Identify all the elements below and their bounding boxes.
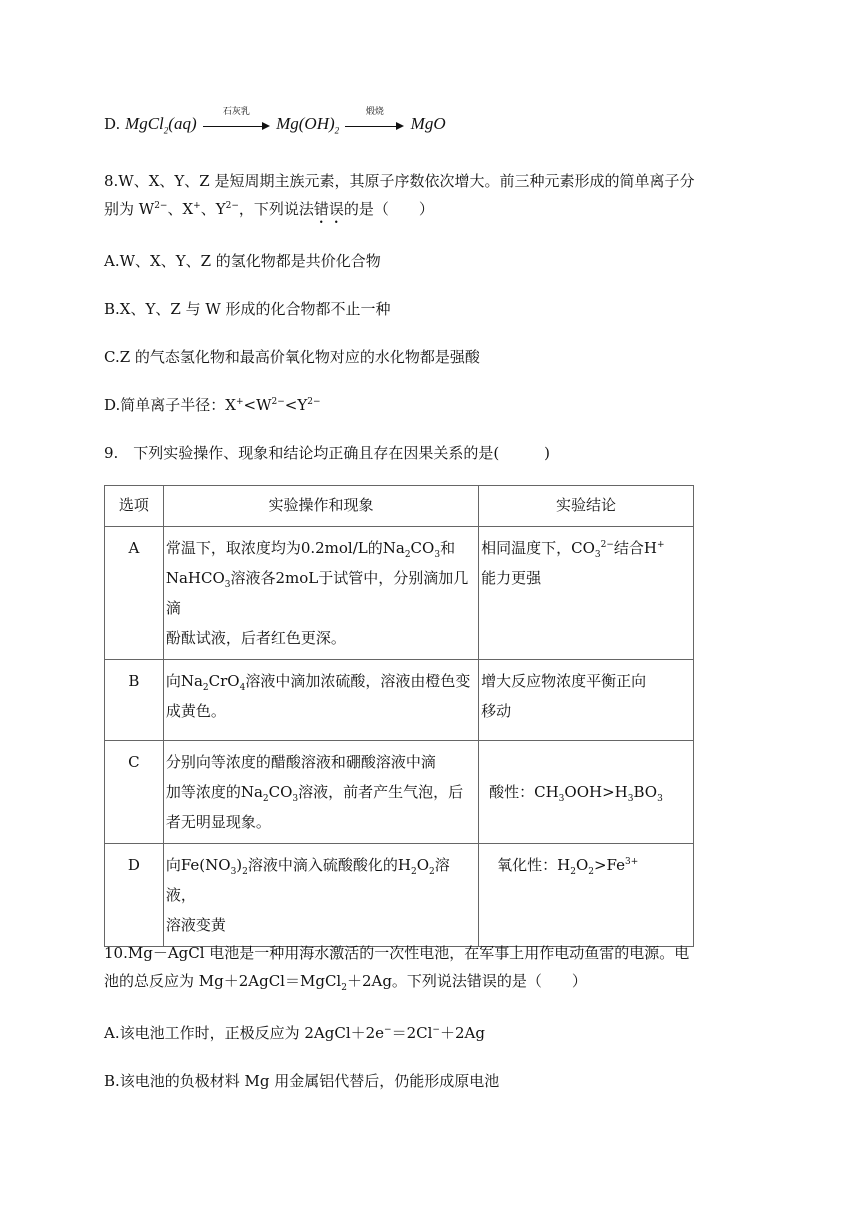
reaction-arrow-1 bbox=[203, 107, 270, 136]
row-option: B bbox=[105, 660, 164, 741]
option-label: D. bbox=[104, 115, 121, 133]
row-option: C bbox=[105, 741, 164, 844]
q10-stem-line-2: 池的总反应为 Mg＋2AgCl＝MgCl$_2$＋2Ag。下列说法错误的是（ ） bbox=[104, 972, 587, 993]
header-operation: 实验操作和现象 bbox=[163, 486, 478, 527]
q8-stem-line-1: 8.W、X、Y、Z 是短周期主族元素，其原子序数依次增大。前三种元素形成的简单离子分 bbox=[104, 172, 695, 190]
experiment-table bbox=[104, 485, 694, 947]
row-conclusion: 酸性：$CH_3OOH>H_3BO_3$ bbox=[479, 741, 694, 844]
row-conclusion: 相同温度下，$CO_3^{2-}$结合H+ 能力更强 bbox=[479, 527, 694, 660]
row-option: A bbox=[105, 527, 164, 660]
row-option: D bbox=[105, 844, 164, 947]
q7-option-d bbox=[104, 107, 446, 136]
header-option: 选项 bbox=[105, 486, 164, 527]
reaction-arrow-2 bbox=[345, 107, 404, 136]
table-row bbox=[105, 527, 694, 660]
row-conclusion: 氧化性：$H_2O_2>Fe^{3+}$ bbox=[479, 844, 694, 947]
row-conclusion: 增大反应物浓度平衡正向 移动 bbox=[479, 660, 694, 741]
table-row bbox=[105, 741, 694, 844]
q9-stem: 9. 下列实验操作、现象和结论均正确且存在因果关系的是( ) bbox=[104, 444, 551, 462]
q10-stem-line-1: 10.Mg－AgCl 电池是一种用海水激活的一次性电池，在军事上用作电动鱼雷的电源。电 bbox=[104, 944, 690, 962]
q8-option-b: B.X、Y、Z 与 W 形成的化合物都不止一种 bbox=[104, 300, 391, 318]
q10-option-a: A.该电池工作时，正极反应为 2AgCl＋2e−＝2Cl−＋2Ag bbox=[104, 1024, 485, 1042]
row-operation: 常温下，取浓度均为0.2mol/L的$Na_2CO_3$和 NaHCO$_3$溶液各2moL于试管中，分别滴加几滴 酚酞试液，后者红色更深。 bbox=[163, 527, 478, 660]
header-conclusion: 实验结论 bbox=[479, 486, 694, 527]
q8-option-d: D.简单离子半径：$X^+<W^{2-}<Y^{2-}$ bbox=[104, 396, 321, 414]
table-row bbox=[105, 660, 694, 741]
table-row bbox=[105, 844, 694, 947]
arrow-label: 石灰乳 bbox=[222, 107, 250, 118]
table-header-row bbox=[105, 486, 694, 527]
q8-option-a: A.W、X、Y、Z 的氢化物都是共价化合物 bbox=[104, 252, 381, 270]
arrow-label: 煅烧 bbox=[365, 107, 384, 118]
q8-option-c: C.Z 的气态氢化物和最高价氧化物对应的水化物都是强酸 bbox=[104, 348, 480, 366]
emphasized-word: 错误 bbox=[313, 200, 344, 218]
q8-stem-line-2: 别为 $W^{2-}$、X+、$Y^{2-}$，下列说法错误的是（ ） bbox=[104, 200, 434, 218]
row-operation: 向$Na_2CrO_4$溶液中滴加浓硫酸，溶液由橙色变 成黄色。 bbox=[163, 660, 478, 741]
q10-option-b: B.该电池的负极材料 Mg 用金属铝代替后，仍能形成原电池 bbox=[104, 1072, 500, 1090]
row-operation: 分别向等浓度的醋酸溶液和硼酸溶液中滴 加等浓度的$Na_2CO_3$溶液，前者产生气泡，后 者无明显现象。 bbox=[163, 741, 478, 844]
row-operation: 向$Fe(NO_3)_2$溶液中滴入硫酸酸化的$H_2O_2$溶液， 溶液变黄 bbox=[163, 844, 478, 947]
reaction-formula: MgCl$_2$(aq) 石灰乳 $Mg(OH)_2$ 煅烧 MgO bbox=[125, 114, 446, 133]
